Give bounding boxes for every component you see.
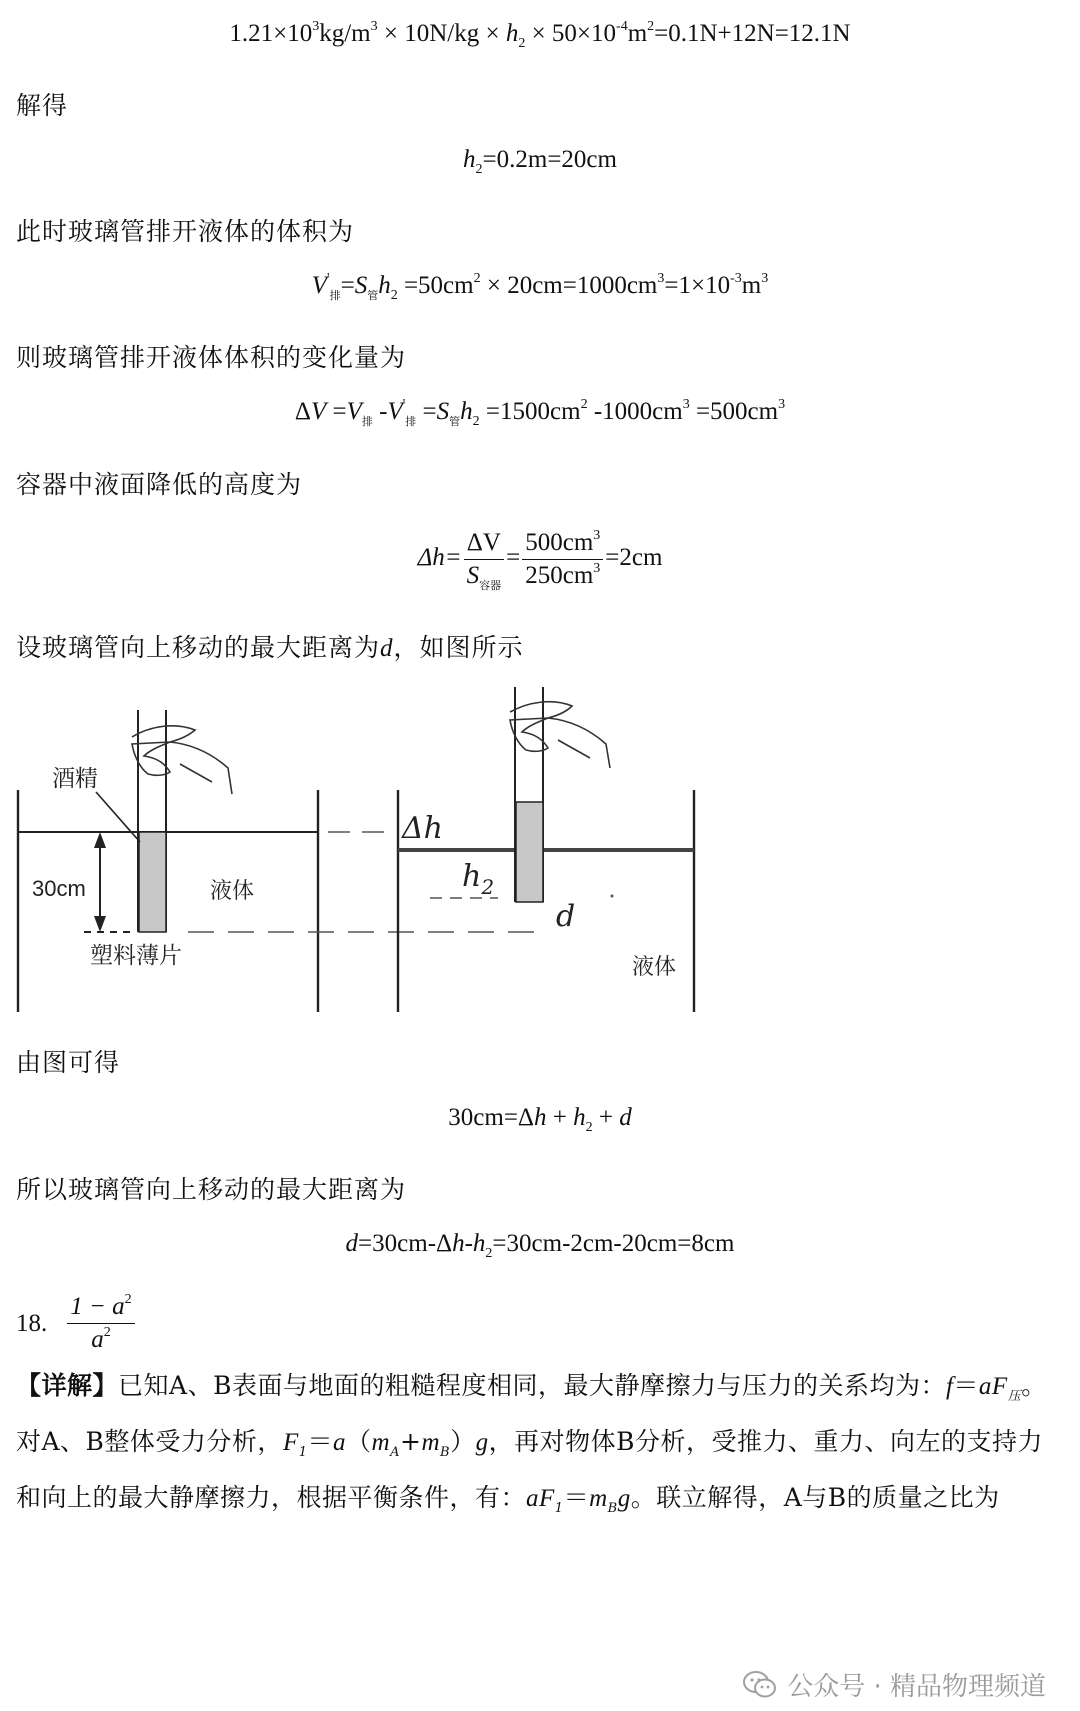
equation-sum: $30cm=\Delta h + h_2 + d$ <box>448 1104 632 1135</box>
watermark <box>743 1666 1046 1703</box>
tube-diagram <box>0 682 1080 1017</box>
label-h2 <box>462 859 494 899</box>
answer-18 <box>16 1292 137 1355</box>
left-alcohol-column <box>139 832 166 932</box>
text-jiede: 解得 <box>16 91 69 120</box>
detail-explanation: 【详解】已知A、B表面与地面的粗糙程度相同，最大静摩擦力与压力的关系均为：$f=aF_压$。对A、B整体受力分析，$F_1=a(m_A+m_B)g$，再对物体B分析，受推力、重力、向左的支持力和向上的最大静摩擦力，根据平衡条件，有：$aF_1=m_Bg$。联立解得，A与B的质量之比为 <box>16 1371 1047 1516</box>
dot-mark <box>611 895 614 898</box>
label-delta-h: Δh <box>402 811 443 846</box>
text-therefore: 所以玻璃管向上移动的最大距离为 <box>16 1175 407 1204</box>
left-hand-icon <box>132 726 232 794</box>
equation-h2: $h_2=0.2m=20cm$ <box>463 146 617 177</box>
text-level-drop: 容器中液面降低的高度为 <box>16 470 303 499</box>
label-h2-var: h <box>462 859 482 894</box>
label-h2-sub: 2 <box>481 875 495 899</box>
answer-fraction: $\frac{1 - a^2}{a^2}$ <box>67 1292 134 1355</box>
watermark-text: 公众号 · 精品物理频道 <box>787 1672 1046 1702</box>
right-hand-icon <box>510 702 610 768</box>
text-volume-change: 则玻璃管排开液体体积的变化量为 <box>16 343 407 372</box>
text-from-figure: 由图可得 <box>16 1048 121 1077</box>
wechat-icon <box>743 1670 777 1700</box>
label-plastic-film: 塑料薄片 <box>90 943 182 969</box>
arrow-head-bottom <box>94 916 106 932</box>
equation-d: $d=30cm-\Delta h-h_2=30cm-2cm-20cm=8cm$ <box>345 1230 735 1261</box>
equation-v-displaced: $V'_排=S_管h_2 =50cm^2 \times 20cm=1000cm^3=1\times 10^{-3}m^3$ <box>311 271 769 303</box>
label-d: d <box>556 899 576 934</box>
alcohol-pointer <box>96 792 140 842</box>
label-alcohol: 酒精 <box>52 766 98 792</box>
label-liquid-right: 液体 <box>632 955 677 980</box>
arrow-head-top <box>94 832 106 848</box>
text-assume-d: 设玻璃管向上移动的最大距离为d，如图所示 <box>16 633 524 662</box>
label-30cm: 30cm <box>32 876 86 901</box>
equation-delta-h: Δh= $\frac{\Delta V}{S_{容器}}$ = $\frac{500cm^3}{250cm^3}$ =2cm <box>417 528 663 592</box>
label-liquid-left: 液体 <box>210 879 255 904</box>
right-alcohol-column <box>516 802 543 902</box>
equation-delta-v: $\Delta V =V_排$ $-V'_排 =S_管h_2 =1500cm^2$ $-1000cm^3 =500cm^3$ <box>294 397 786 429</box>
question-number: 18. <box>16 1309 48 1337</box>
left-container <box>18 790 318 1012</box>
equation-buoyancy: $1.21\times 10^3kg/m^3 \times 10N/kg \times h_2 \times 50\times 10^{-4}m^2=0.1N+12N=12.1N$ <box>229 19 851 51</box>
text-volume-displaced: 此时玻璃管排开液体的体积为 <box>16 217 355 246</box>
